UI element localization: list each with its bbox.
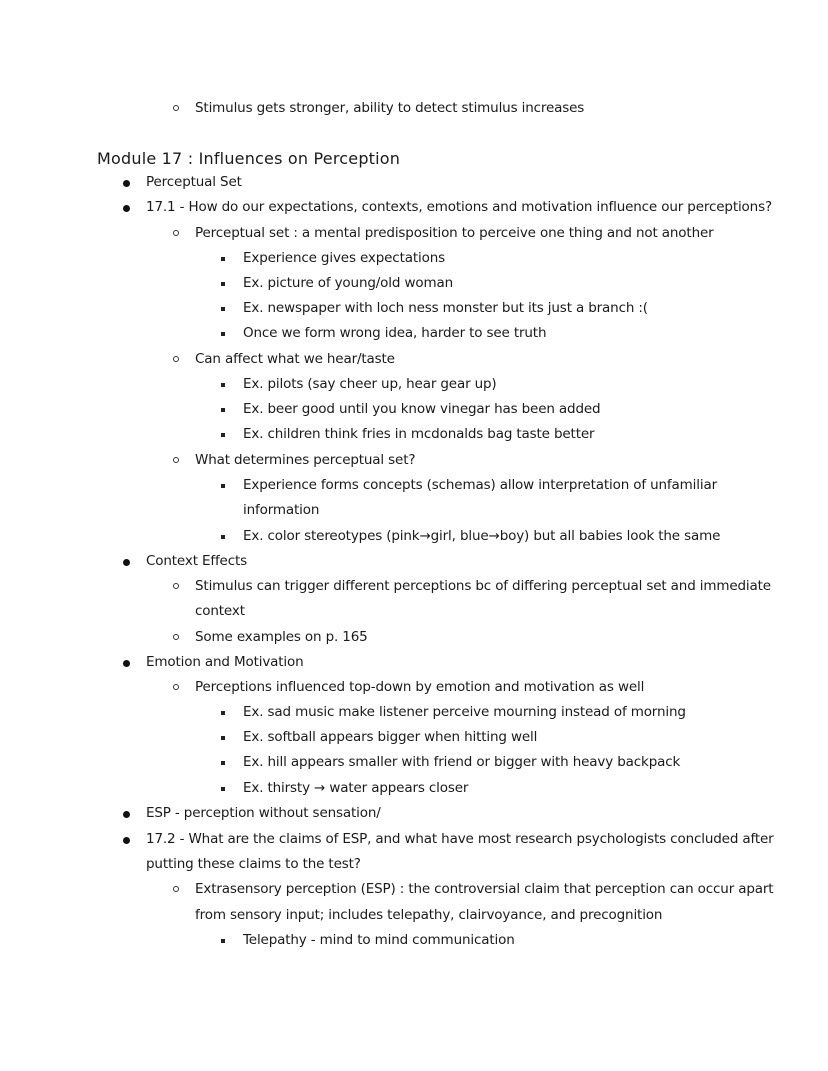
list-item: Ex. beer good until you know vinegar has been added: [243, 401, 601, 417]
list-item: Context Effects: [146, 553, 248, 569]
list-item: Emotion and Motivation: [146, 654, 304, 670]
disc-bullet-icon: [123, 811, 130, 818]
list-item-continuation: from sensory input; includes telepathy, clairvoyance, and precognition: [195, 907, 663, 923]
list-item: Once we form wrong idea, harder to see truth: [243, 325, 547, 341]
square-bullet-icon: [221, 711, 225, 715]
square-bullet-icon: [221, 736, 225, 740]
list-item: Stimulus gets stronger, ability to detect stimulus increases: [195, 100, 585, 116]
list-item-continuation: putting these claims to the test?: [146, 856, 361, 872]
circle-bullet-icon: [173, 105, 179, 111]
square-bullet-icon: [221, 484, 225, 488]
list-item-continuation: information: [243, 502, 320, 518]
list-item: Ex. thirsty → water appears closer: [243, 780, 469, 796]
circle-bullet-icon: [173, 634, 179, 640]
circle-bullet-icon: [173, 886, 179, 892]
circle-bullet-icon: [173, 684, 179, 690]
disc-bullet-icon: [123, 660, 130, 667]
list-item: Experience gives expectations: [243, 250, 445, 266]
disc-bullet-icon: [123, 205, 130, 212]
square-bullet-icon: [221, 787, 225, 791]
list-item: Telepathy - mind to mind communication: [243, 932, 515, 948]
list-item: Can affect what we hear/taste: [195, 351, 395, 367]
disc-bullet-icon: [123, 559, 130, 566]
square-bullet-icon: [221, 535, 225, 539]
list-item: Some examples on p. 165: [195, 629, 368, 645]
list-item: Experience forms concepts (schemas) allow interpretation of unfamiliar: [243, 477, 717, 493]
disc-bullet-icon: [123, 180, 130, 187]
list-item: Ex. picture of young/old woman: [243, 275, 453, 291]
list-item: Ex. softball appears bigger when hitting well: [243, 729, 538, 745]
list-item: ESP - perception without sensation/: [146, 805, 381, 821]
square-bullet-icon: [221, 761, 225, 765]
list-item: Ex. color stereotypes (pink→girl, blue→boy) but all babies look the same: [243, 528, 721, 544]
list-item: Stimulus can trigger different perceptions bc of differing perceptual set and immediate: [195, 578, 771, 594]
list-item: Ex. newspaper with loch ness monster but its just a branch :(: [243, 300, 648, 316]
list-item: Perceptions influenced top-down by emotion and motivation as well: [195, 679, 645, 695]
circle-bullet-icon: [173, 356, 179, 362]
list-item: 17.1 - How do our expectations, contexts, emotions and motivation influence our perceptions?: [146, 199, 772, 215]
page-title: Module 17 : Influences on Perception: [97, 149, 401, 168]
circle-bullet-icon: [173, 457, 179, 463]
list-item-continuation: context: [195, 603, 245, 619]
square-bullet-icon: [221, 282, 225, 286]
square-bullet-icon: [221, 433, 225, 437]
square-bullet-icon: [221, 383, 225, 387]
list-item: What determines perceptual set?: [195, 452, 416, 468]
square-bullet-icon: [221, 257, 225, 261]
square-bullet-icon: [221, 939, 225, 943]
list-item: Perceptual Set: [146, 174, 242, 190]
list-item: Ex. pilots (say cheer up, hear gear up): [243, 376, 497, 392]
list-item: Ex. hill appears smaller with friend or bigger with heavy backpack: [243, 754, 681, 770]
list-item: Perceptual set : a mental predisposition to perceive one thing and not another: [195, 225, 714, 241]
disc-bullet-icon: [123, 837, 130, 844]
circle-bullet-icon: [173, 583, 179, 589]
square-bullet-icon: [221, 332, 225, 336]
square-bullet-icon: [221, 307, 225, 311]
list-item: Ex. children think fries in mcdonalds bag taste better: [243, 426, 595, 442]
list-item: Ex. sad music make listener perceive mourning instead of morning: [243, 704, 686, 720]
square-bullet-icon: [221, 408, 225, 412]
circle-bullet-icon: [173, 230, 179, 236]
list-item: Extrasensory perception (ESP) : the controversial claim that perception can occur apart: [195, 881, 774, 897]
list-item: 17.2 - What are the claims of ESP, and what have most research psychologists concluded after: [146, 831, 774, 847]
